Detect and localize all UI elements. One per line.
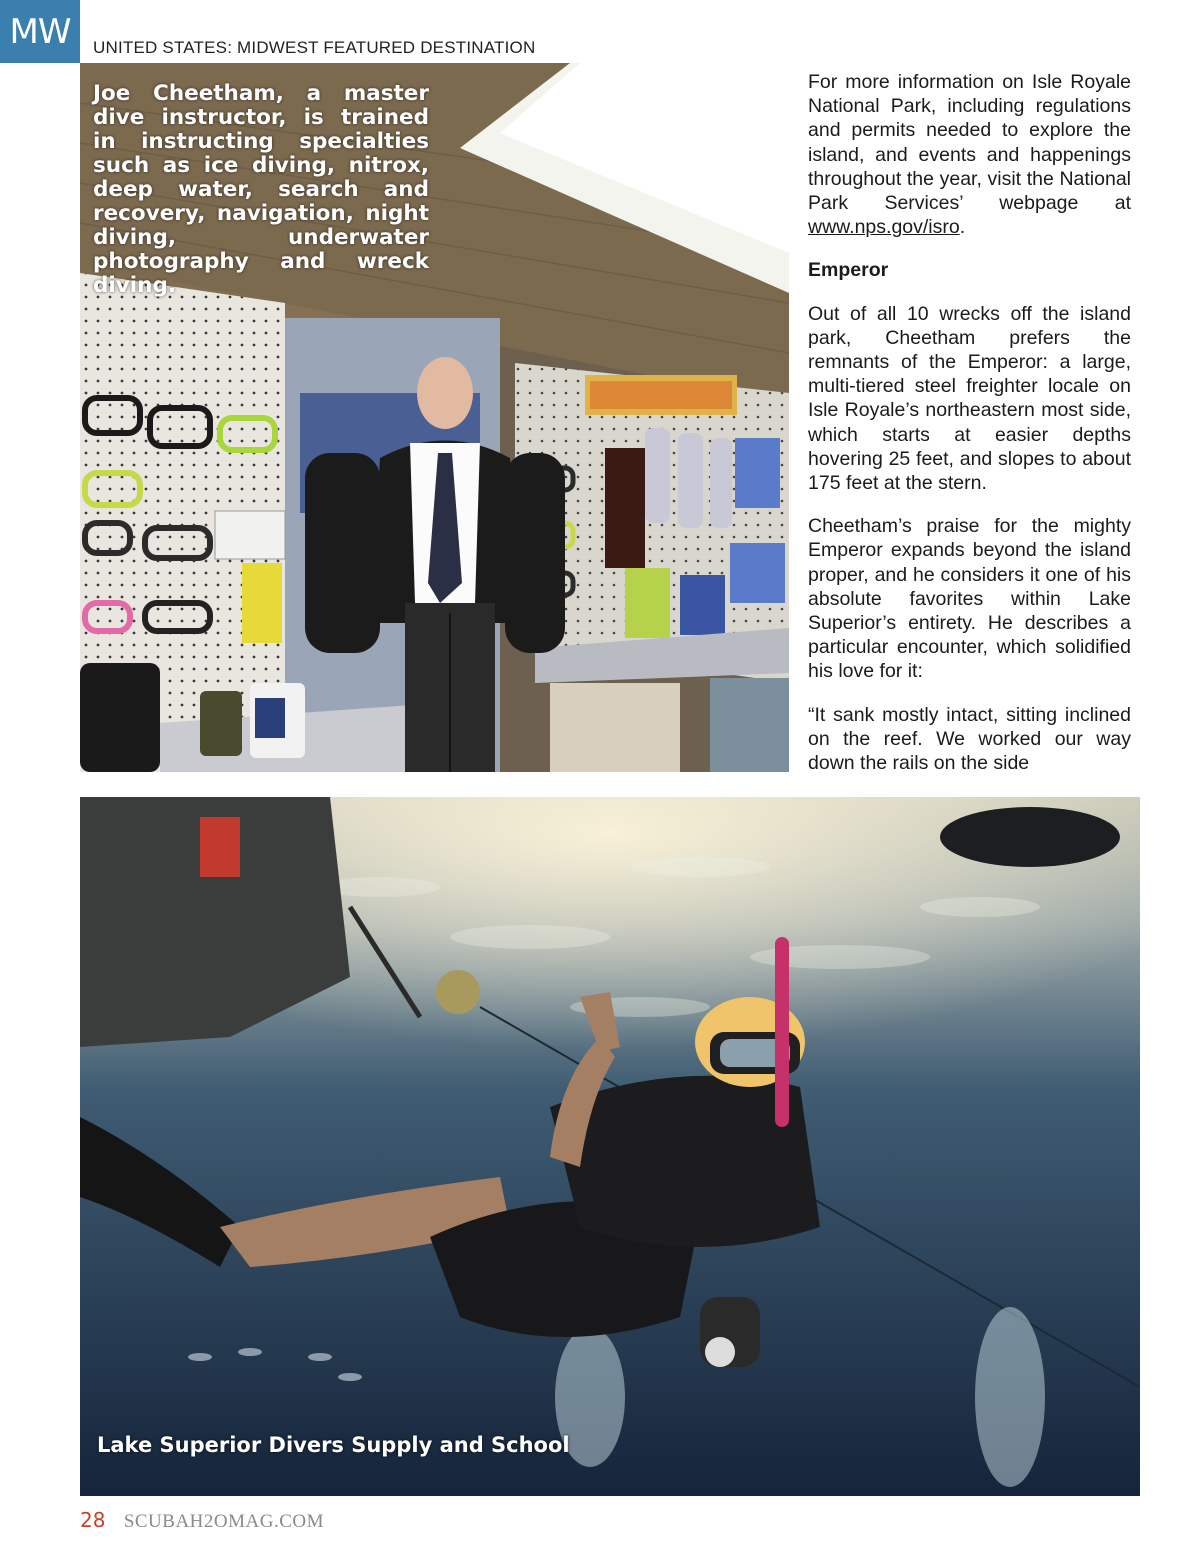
- section-title: UNITED STATES: MIDWEST FEATURED DESTINATION: [93, 38, 536, 57]
- article-paragraph: [808, 70, 1131, 239]
- article-paragraph: Cheetham’s praise for the mighty Emperor expands beyond the island proper, and he considers it one of his absolute favorites within Lake Superior’s entirety. He describes a particular encounter, which solidified his love for it:: [808, 515, 1131, 683]
- shop-photo-caption: Joe Cheetham, a master dive instructor, is trained in instructing specialties such as ice diving, nitrox, deep water, search and recovery, navigation, night diving, underwater photography and wreck diving.: [93, 81, 429, 298]
- paragraph-end: .: [959, 216, 966, 239]
- page-number: 28: [80, 1508, 106, 1532]
- article-paragraph: Out of all 10 wrecks off the island park, Cheetham prefers the remnants of the Emperor: a large, multi-tiered steel freighter locale on Isle Royale’s northeastern most side, which starts at easier depths hovering 25 feet, and slopes to about 175 feet at the stern.: [808, 302, 1131, 495]
- paragraph-text: For more information on Isle Royale National Park, including regulations and permits needed to explore the island, and events and happenings throughout the year, visit the National Park Services’ webpage at: [808, 71, 1131, 215]
- nps-link[interactable]: www.nps.gov/isro: [808, 216, 960, 239]
- article-column: [808, 70, 1131, 775]
- diver-photo: [80, 797, 1140, 1496]
- section-badge: [0, 0, 80, 63]
- site-name: SCUBAH2OMAG.COM: [123, 1511, 324, 1532]
- section-heading: Emperor: [808, 259, 889, 282]
- badge-label: MW: [9, 11, 71, 52]
- diver-photo-caption: Lake Superior Divers Supply and School: [97, 1433, 570, 1457]
- article-paragraph: “It sank mostly intact, sitting inclined on the reef. We worked our way down the rails on the side: [808, 703, 1131, 775]
- diver-illustration: [80, 797, 1140, 1496]
- page-footer: [80, 1508, 324, 1533]
